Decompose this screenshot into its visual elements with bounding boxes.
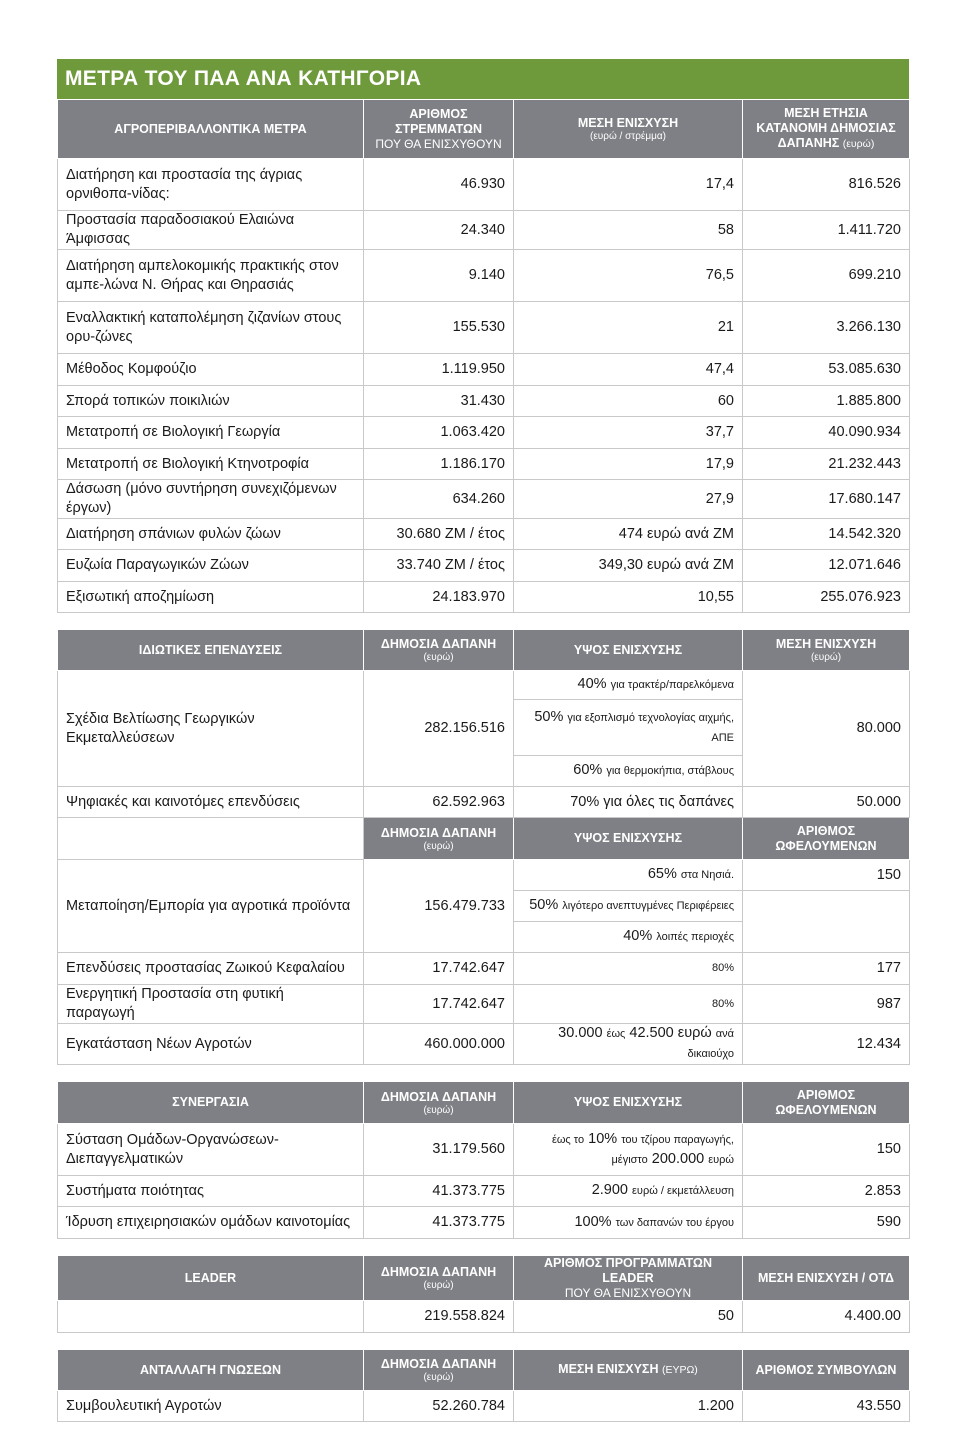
table-row [58, 671, 910, 700]
col-header-annual-spend: ΜΕΣΗ ΕΤΗΣΙΑ ΚΑΤΑΝΟΜΗ ΔΗΜΟΣΙΑΣ ΔΑΠΑΝΗΣ (ευρώ) [743, 100, 910, 159]
empty-cell [58, 1301, 364, 1333]
avg-support-value: 50.000 [743, 787, 910, 818]
support-level-option: 65% στα Νησιά. [514, 860, 743, 891]
avg-support-value: 60 [514, 386, 743, 417]
table-row [58, 1124, 910, 1176]
col-header-programs: ΑΡΙΘΜΟΣ ΠΡΟΓΡΑΜΜΑΤΩΝ LEADER ΠΟΥ ΘΑ ΕΝΙΣΧΥΘΟΥΝ [514, 1256, 743, 1301]
public-spend-value: 41.373.775 [364, 1176, 514, 1207]
measure-name: Επενδύσεις προστασίας Ζωικού Κεφαλαίου [58, 953, 364, 985]
leader-table [57, 1255, 910, 1333]
measure-name: Μετατροπή σε Βιολογική Γεωργία [58, 417, 364, 449]
table-header-row [58, 1256, 910, 1301]
section-spacer [57, 1239, 909, 1255]
measure-name: Μέθοδος Κομφούζιο [58, 354, 364, 386]
support-level-option: 50% για εξοπλισμό τεχνολογίας αιχμής, ΑΠΕ [514, 700, 743, 756]
beneficiaries-value: 590 [743, 1207, 910, 1239]
beneficiaries-value: 177 [743, 953, 910, 985]
support-level-option: 50% λιγότερο ανεπτυγμένες Περιφέρειες [514, 891, 743, 922]
support-level-option: 40% για τρακτέρ/παρελκόμενα [514, 671, 743, 700]
area-value: 634.260 [364, 480, 514, 519]
support-level-value: 80% [514, 953, 743, 985]
measure-name: Εξισωτική αποζημίωση [58, 582, 364, 613]
support-level-value: 80% [514, 985, 743, 1024]
measure-name: Διατήρηση σπάνιων φυλών ζώων [58, 519, 364, 550]
support-level-value: έως το 10% του τζίρου παραγωγής, μέγιστο 200.000 ευρώ [514, 1124, 743, 1176]
public-spend-value: 219.558.824 [364, 1301, 514, 1333]
col-header-area: ΑΡΙΘΜΟΣ ΣΤΡΕΜΜΑΤΩΝ ΠΟΥ ΘΑ ΕΝΙΣΧΥΘΟΥΝ [364, 100, 514, 159]
programs-value: 50 [514, 1301, 743, 1333]
col-header-leader: LEADER [58, 1256, 364, 1301]
col-header-cooperation: ΣΥΝΕΡΓΑΣΙΑ [58, 1082, 364, 1124]
table-row [58, 386, 910, 417]
avg-support-value: 1.200 [514, 1391, 743, 1422]
col-header-knowledge: ΑΝΤΑΛΛΑΓΗ ΓΝΩΣΕΩΝ [58, 1350, 364, 1391]
measure-name: Προστασία παραδοσιακού Ελαιώνα Άμφισσας [58, 211, 364, 250]
col-header-avg-support: ΜΕΣΗ ΕΝΙΣΧΥΣΗ (ευρώ / στρέμμα) [514, 100, 743, 159]
cooperation-table [57, 1081, 910, 1239]
avg-support-value: 47,4 [514, 354, 743, 386]
col-header-public-spend: ΔΗΜΟΣΙΑ ΔΑΠΑΝΗ (ευρώ) [364, 1082, 514, 1124]
col-header-beneficiaries: ΑΡΙΘΜΟΣ ΩΦΕΛΟΥΜΕΝΩΝ [743, 818, 910, 860]
avg-support-value: 349,30 ευρώ ανά ΖΜ [514, 550, 743, 582]
annual-spend-value: 699.210 [743, 250, 910, 302]
col-header-advisors: ΑΡΙΘΜΟΣ ΣΥΜΒΟΥΛΩΝ [743, 1350, 910, 1391]
measure-name: Δάσωση (μόνο συντήρηση συνεχιζόμενων έργων) [58, 480, 364, 519]
area-value: 1.186.170 [364, 449, 514, 480]
measure-name: Εγκατάσταση Νέων Αγροτών [58, 1024, 364, 1065]
table-header-row [58, 630, 910, 671]
public-spend-value: 156.479.733 [364, 860, 514, 953]
avg-support-value: 80.000 [743, 671, 910, 787]
avg-support-value: 76,5 [514, 250, 743, 302]
table-row [58, 250, 910, 302]
beneficiaries-value: 12.434 [743, 1024, 910, 1065]
section-spacer [57, 613, 909, 629]
avg-support-value: 17,4 [514, 159, 743, 211]
area-value: 33.740 ΖΜ / έτος [364, 550, 514, 582]
annual-spend-value: 21.232.443 [743, 449, 910, 480]
public-spend-value: 17.742.647 [364, 953, 514, 985]
measure-name: Εναλλακτική καταπολέμηση ζιζανίων στους ορυ-ζώνες [58, 302, 364, 354]
private-investments-table [57, 629, 910, 1065]
support-level-value: 2.900 ευρώ / εκμετάλλευση [514, 1176, 743, 1207]
public-spend-value: 62.592.963 [364, 787, 514, 818]
measure-name: Σχέδια Βελτίωσης Γεωργικών Εκμεταλλεύσεων [58, 671, 364, 787]
annual-spend-value: 14.542.320 [743, 519, 910, 550]
beneficiaries-value: 987 [743, 985, 910, 1024]
table-row [58, 985, 910, 1024]
table-header-row [58, 1350, 910, 1391]
empty-header-cell [58, 818, 364, 860]
beneficiaries-value: 2.853 [743, 1176, 910, 1207]
support-level-value: 70% για όλες τις δαπάνες [514, 787, 743, 818]
col-header-beneficiaries: ΑΡΙΘΜΟΣ ΩΦΕΛΟΥΜΕΝΩΝ [743, 1082, 910, 1124]
table-row [58, 1176, 910, 1207]
table-row [58, 582, 910, 613]
col-header-public-spend: ΔΗΜΟΣΙΑ ΔΑΠΑΝΗ (ευρώ) [364, 1256, 514, 1301]
public-spend-value: 52.260.784 [364, 1391, 514, 1422]
avg-support-value: 27,9 [514, 480, 743, 519]
support-level-option: 60% για θερμοκήπια, στάβλους [514, 756, 743, 787]
section-spacer [57, 1065, 909, 1081]
measure-name: Σύσταση Ομάδων-Οργανώσεων-Διεπαγγελματικών [58, 1124, 364, 1176]
measure-name: Διατήρηση αμπελοκομικής πρακτικής στον αμπε-λώνα Ν. Θήρας και Θηρασιάς [58, 250, 364, 302]
area-value: 46.930 [364, 159, 514, 211]
table-row [58, 354, 910, 386]
support-level-value: 30.000 έως 42.500 ευρώ ανά δικαιούχο [514, 1024, 743, 1065]
table-row [58, 449, 910, 480]
support-level-value: 100% των δαπανών του έργου [514, 1207, 743, 1239]
table-row [58, 1301, 910, 1333]
table-header-row [58, 818, 910, 860]
annual-spend-value: 3.266.130 [743, 302, 910, 354]
avg-support-value: 17,9 [514, 449, 743, 480]
avg-support-value: 37,7 [514, 417, 743, 449]
public-spend-value: 41.373.775 [364, 1207, 514, 1239]
col-header-support-level: ΥΨΟΣ ΕΝΙΣΧΥΣΗΣ [514, 818, 743, 860]
measure-name: Διατήρηση και προστασία της άγριας ορνιθοπα-νίδας: [58, 159, 364, 211]
table-row [58, 860, 910, 891]
annual-spend-value: 255.076.923 [743, 582, 910, 613]
table-row [58, 787, 910, 818]
avg-support-value: 10,55 [514, 582, 743, 613]
table-row [58, 1024, 910, 1065]
table-row [58, 417, 910, 449]
support-level-option: 40% λοιπές περιοχές [514, 922, 743, 953]
col-header-avg-support: ΜΕΣΗ ΕΝΙΣΧΥΣΗ / ΟΤΔ [743, 1256, 910, 1301]
measure-name: Σπορά τοπικών ποικιλιών [58, 386, 364, 417]
measure-name: Συμβουλευτική Αγροτών [58, 1391, 364, 1422]
measure-name: Μετατροπή σε Βιολογική Κτηνοτροφία [58, 449, 364, 480]
measure-name: Μεταποίηση/Εμπορία για αγροτικά προϊόντα [58, 860, 364, 953]
annual-spend-value: 1.885.800 [743, 386, 910, 417]
area-value: 24.183.970 [364, 582, 514, 613]
col-header-support-level: ΥΨΟΣ ΕΝΙΣΧΥΣΗΣ [514, 630, 743, 671]
area-value: 1.063.420 [364, 417, 514, 449]
public-spend-value: 31.179.560 [364, 1124, 514, 1176]
measure-name: Ενεργητική Προστασία στη φυτική παραγωγή [58, 985, 364, 1024]
knowledge-exchange-table [57, 1349, 910, 1422]
col-header-avg-support: ΜΕΣΗ ΕΝΙΣΧΥΣΗ (ΕΥΡΩ) [514, 1350, 743, 1391]
area-value: 24.340 [364, 211, 514, 250]
area-value: 31.430 [364, 386, 514, 417]
col-header-public-spend: ΔΗΜΟΣΙΑ ΔΑΠΑΝΗ (ευρώ) [364, 1350, 514, 1391]
area-value: 1.119.950 [364, 354, 514, 386]
annual-spend-value: 40.090.934 [743, 417, 910, 449]
avg-support-value: 58 [514, 211, 743, 250]
page-title: ΜΕΤΡΑ ΤΟΥ ΠΑΑ ΑΝΑ ΚΑΤΗΓΟΡΙΑ [57, 59, 909, 99]
col-header-support-level: ΥΨΟΣ ΕΝΙΣΧΥΣΗΣ [514, 1082, 743, 1124]
measure-name: Συστήματα ποιότητας [58, 1176, 364, 1207]
table-row [58, 550, 910, 582]
annual-spend-value: 17.680.147 [743, 480, 910, 519]
agri-environment-table [57, 99, 910, 613]
public-spend-value: 460.000.000 [364, 1024, 514, 1065]
col-header-measures: ΑΓΡΟΠΕΡΙΒΑΛΛΟΝΤΙΚΑ ΜΕΤΡΑ [58, 100, 364, 159]
area-value: 155.530 [364, 302, 514, 354]
col-header-investments: ΙΔΙΩΤΙΚΕΣ ΕΠΕΝΔΥΣΕΙΣ [58, 630, 364, 671]
measures-document [57, 59, 909, 1422]
annual-spend-value: 12.071.646 [743, 550, 910, 582]
measure-name: Ίδρυση επιχειρησιακών ομάδων καινοτομίας [58, 1207, 364, 1239]
area-value: 9.140 [364, 250, 514, 302]
table-row [58, 1391, 910, 1422]
annual-spend-value: 1.411.720 [743, 211, 910, 250]
advisors-value: 43.550 [743, 1391, 910, 1422]
public-spend-value: 282.156.516 [364, 671, 514, 787]
annual-spend-value: 816.526 [743, 159, 910, 211]
col-header-public-spend: ΔΗΜΟΣΙΑ ΔΑΠΑΝΗ (ευρώ) [364, 630, 514, 671]
empty-cell [743, 891, 910, 953]
table-header-row [58, 100, 910, 159]
annual-spend-value: 53.085.630 [743, 354, 910, 386]
beneficiaries-value: 150 [743, 860, 910, 891]
table-row [58, 1207, 910, 1239]
col-header-public-spend: ΔΗΜΟΣΙΑ ΔΑΠΑΝΗ (ευρώ) [364, 818, 514, 860]
table-row [58, 953, 910, 985]
public-spend-value: 17.742.647 [364, 985, 514, 1024]
table-row [58, 519, 910, 550]
measure-name: Ευζωία Παραγωγικών Ζώων [58, 550, 364, 582]
avg-support-value: 4.400.00 [743, 1301, 910, 1333]
avg-support-value: 474 ευρώ ανά ΖΜ [514, 519, 743, 550]
table-header-row [58, 1082, 910, 1124]
beneficiaries-value: 150 [743, 1124, 910, 1176]
table-row [58, 302, 910, 354]
table-row [58, 480, 910, 519]
area-value: 30.680 ΖΜ / έτος [364, 519, 514, 550]
table-row [58, 159, 910, 211]
measure-name: Ψηφιακές και καινοτόμες επενδύσεις [58, 787, 364, 818]
col-header-avg-support: ΜΕΣΗ ΕΝΙΣΧΥΣΗ (ευρώ) [743, 630, 910, 671]
section-spacer [57, 1333, 909, 1349]
avg-support-value: 21 [514, 302, 743, 354]
table-row [58, 211, 910, 250]
